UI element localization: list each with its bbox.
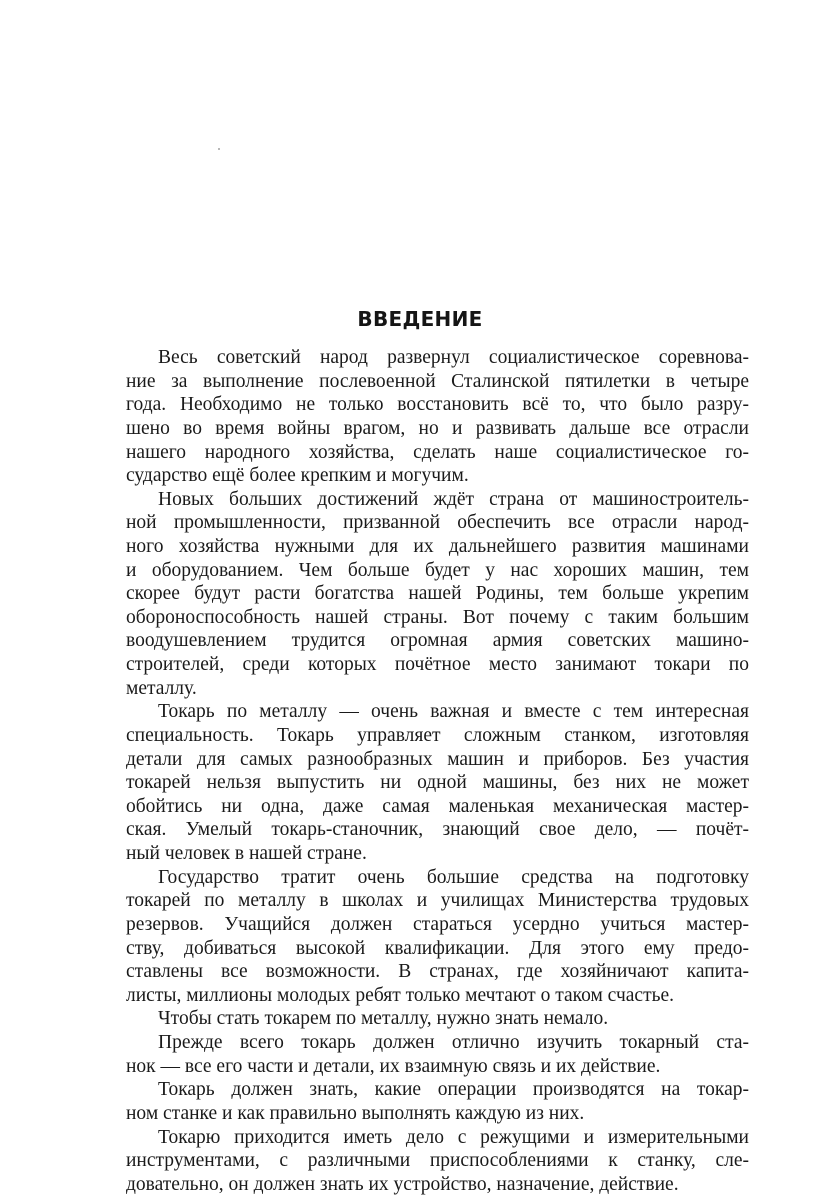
text-line: токарей по металлу в школах и училищах Министерства трудовых bbox=[126, 890, 749, 912]
text-line: года. Необходимо не только восстановить всё то, что было разру- bbox=[126, 394, 749, 416]
text-line: резервов. Учащийся должен стараться усердно учиться мастер- bbox=[126, 913, 749, 935]
text-line: воодушевлением трудится огромная армия советских машино- bbox=[126, 630, 749, 652]
text-line: Токарь должен знать, какие операции производятся на токар- bbox=[158, 1079, 749, 1101]
text-line: ние за выполнение послевоенной Сталинской пятилетки в четыре bbox=[126, 370, 749, 392]
text-line: Государство тратит очень большие средства на подготовку bbox=[158, 866, 749, 888]
text-line: и оборудованием. Чем больше будет у нас хороших машин, тем bbox=[126, 559, 749, 581]
text-line: листы, миллионы молодых ребят только мечтают о таком счастье. bbox=[126, 984, 675, 1006]
text-line: металлу. bbox=[126, 677, 197, 699]
text-line: ный человек в нашей стране. bbox=[126, 843, 367, 864]
text-line: скорее будут расти богатства нашей Родины, тем больше укрепим bbox=[126, 583, 749, 605]
text-line: Новых больших достижений ждёт страна от машиностроитель- bbox=[158, 488, 749, 510]
text-line: Токарю приходится иметь дело с режущими и измерительными bbox=[158, 1126, 749, 1148]
text-line: Токарь по металлу — очень важная и вместе с тем интересная bbox=[158, 701, 749, 723]
text-line: токарей нельзя выпустить ни одной машины, без них не может bbox=[126, 772, 749, 794]
text-line: ном станке и как правильно выполнять каждую из них. bbox=[126, 1102, 585, 1124]
text-line: сударство ещё более крепким и могучим. bbox=[126, 465, 469, 487]
text-line: детали для самых разнообразных машин и приборов. Без участия bbox=[126, 748, 749, 770]
text-line: ного хозяйства нужными для их дальнейшего развития машинами bbox=[126, 536, 749, 557]
text-line: ская. Умелый токарь-станочник, знающий свое дело, — почёт- bbox=[126, 819, 749, 841]
text-line: обойтись ни одна, даже самая маленькая механическая мастер- bbox=[126, 795, 749, 817]
text-line: нашего народного хозяйства, сделать наше социалистическое го- bbox=[126, 441, 749, 463]
text-line: специальность. Токарь управляет сложным станком, изготовляя bbox=[126, 724, 749, 746]
text-line: Весь советский народ развернул социалистическое соревнова- bbox=[158, 347, 749, 368]
text-line: нок — все его части и детали, их взаимную связь и их действие. bbox=[126, 1055, 661, 1077]
text-line: Чтобы стать токарем по металлу, нужно знать немало. bbox=[158, 1008, 609, 1030]
text-line: ной промышленности, призванной обеспечить все отрасли народ- bbox=[126, 512, 749, 534]
text-line: шено во время войны врагом, но и развивать дальше все отрасли bbox=[126, 417, 749, 439]
section-title: ВВЕДЕНИЕ bbox=[357, 307, 483, 331]
text-line: инструментами, с различными приспособлениями к станку, сле- bbox=[126, 1150, 749, 1172]
text-line: обороноспособность нашей страны. Вот почему с таким большим bbox=[126, 606, 749, 628]
text-line: довательно, он должен знать их устройство, назначение, действие. bbox=[126, 1173, 679, 1195]
text-line: ставлены все возможности. В странах, где хозяйничают капита- bbox=[126, 961, 749, 983]
text-line: Прежде всего токарь должен отлично изучить токарный ста- bbox=[158, 1032, 749, 1053]
text-line: ству, добиваться высокой квалификации. Для этого ему предо- bbox=[126, 937, 749, 959]
text-line: строителей, среди которых почётное место занимают токари по bbox=[126, 654, 749, 676]
